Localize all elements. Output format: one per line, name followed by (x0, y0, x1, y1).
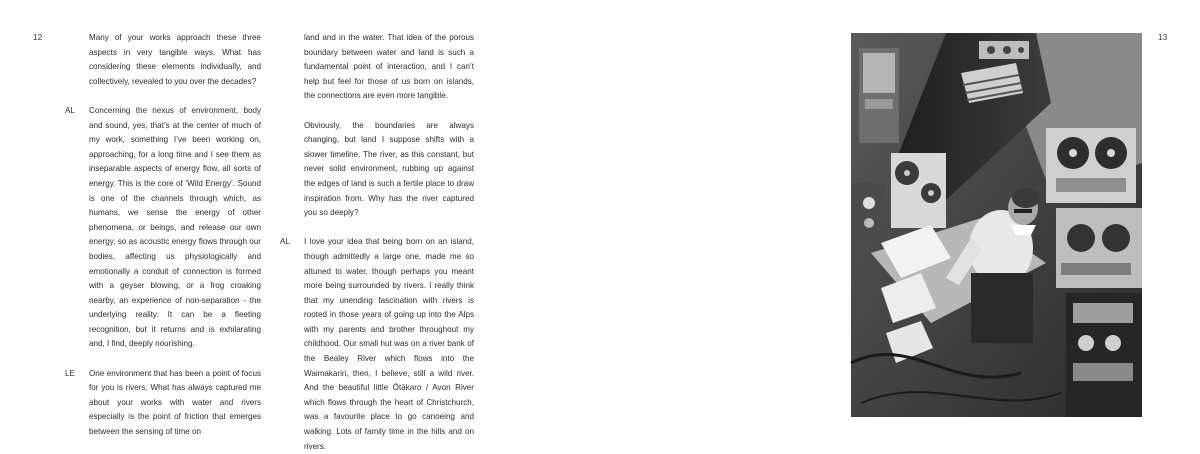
text-column-left (65, 31, 261, 440)
interview-paragraph (304, 31, 474, 104)
paragraph-text: Obviously, the boundaries are always changing, but land I suppose shifts with a slower timeline. The river, as this constant, but never solid environment, rubbing up against the edges of land is such a fertile place to draw inspiration from. Why has the river captured you so deeply? (304, 120, 474, 218)
speaker-label: AL (280, 237, 290, 247)
studio-photo-illustration (851, 33, 1142, 417)
text-column-middle (280, 31, 474, 454)
studio-photograph (851, 33, 1142, 417)
speaker-label: LE (65, 368, 75, 378)
interview-paragraph (280, 235, 474, 454)
interview-paragraph (304, 119, 474, 221)
interview-paragraph (89, 31, 261, 89)
paragraph-text: Many of your works approach these three aspects in very tangible ways. What has considering these elements individually, and collectively, revealed to you over the decades? (89, 33, 261, 86)
paragraph-text: One environment that has been a point of focus for you is rivers. What has always captured me about your works with water and rivers especially is the point of friction that emerges between the sensing of time on (89, 368, 261, 437)
speaker-label: AL (65, 105, 75, 115)
paragraph-text: land and in the water. That idea of the porous boundary between water and land is such a fundamental point of interaction, and I can’t help but feel for those of us born on islands, the connections are even more tangible. (304, 33, 474, 101)
page-number-right: 13 (1158, 33, 1168, 42)
page-number-left: 12 (33, 33, 43, 42)
paragraph-text: Concerning the nexus of environment, body and sound, yes, that’s at the center of much of my work, something I’ve been working on, approaching, for a long time and I see them as inseparable aspects of energy flow, all sorts of energy. This is the core of ‘Wild Energy’. Sound is one of the channels through which, as humans, we sense the energy of other phenomena, or beings, and release our own energy, so as acoustic energy flows through our bodies, affecting us physiologically and emotionally a conduit of connection is formed with a geyser blowing, or a frog croaking nearby, an experience of non-separation - the underlying reality. It can be a fleeting recognition, but it returns and is exhilarating and, I find, deeply nourishing. (89, 105, 261, 349)
paragraph-text: I love your idea that being born on an island, though admittedly a large one, made me so attuned to water, though perhaps you meant more being surrounded by rivers. I really think that my unending fascination with rivers is rooted in those years of going up into the Alps with my parents and brother throughout my childhood. Our small hut was on a river bank of the Bealey River which flows into the Waimakariri, then, I believe, still a wild river. And the beautiful little Ōtākaro / Avon River which flows through the heart of Christchurch, was a favourite place to go canoeing and walking. Lots of family time in the hills and on rivers. (304, 237, 474, 451)
interview-paragraph (65, 367, 261, 440)
interview-paragraph (65, 104, 261, 352)
